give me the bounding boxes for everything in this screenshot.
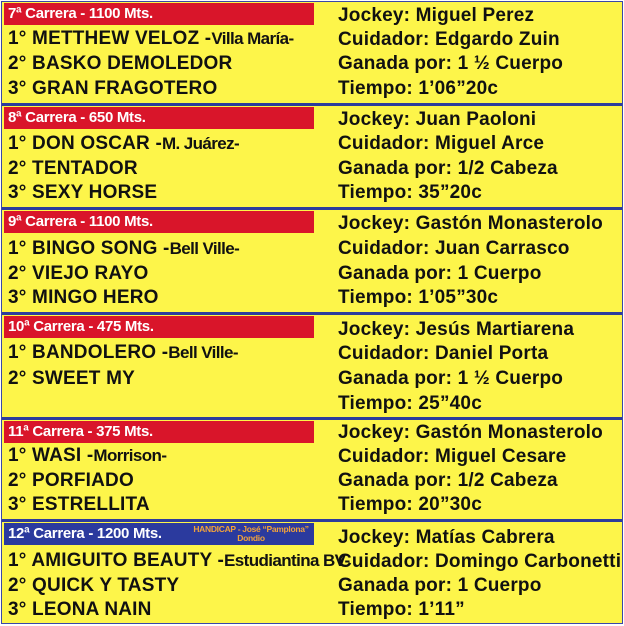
time-line: Tiempo: 25”40c xyxy=(338,393,482,414)
place-3: 3° ESTRELLITA xyxy=(8,494,150,515)
trainer-line: Cuidador: Daniel Porta xyxy=(338,343,549,364)
race-block xyxy=(2,210,622,313)
place-2: 2° VIEJO RAYO xyxy=(8,263,149,284)
jockey-line: Jockey: Miguel Perez xyxy=(338,5,535,26)
place-2: 2° BASKO DEMOLEDOR xyxy=(8,53,233,74)
jockey-line: Jockey: Matías Cabrera xyxy=(338,527,555,548)
time-line: Tiempo: 20”30c xyxy=(338,494,482,515)
trainer-line: Cuidador: Miguel Cesare xyxy=(338,446,567,467)
jockey-line: Jockey: Juan Paoloni xyxy=(338,109,537,130)
place-2: 2° TENTADOR xyxy=(8,158,138,179)
place-3: 3° LEONA NAIN xyxy=(8,599,152,620)
time-line: Tiempo: 1’05”30c xyxy=(338,287,499,308)
race-block xyxy=(2,522,622,623)
place-1: 1° BINGO SONG -Bell Ville- xyxy=(8,238,240,259)
place-1: 1° WASI -Morrison- xyxy=(8,445,167,466)
race-header: 9ª Carrera - 1100 Mts. xyxy=(4,211,314,233)
town-label: Estudiantina BV- xyxy=(224,551,350,570)
place-1: 1° AMIGUITO BEAUTY -Estudiantina BV- xyxy=(8,550,350,571)
place-3: 3° MINGO HERO xyxy=(8,287,159,308)
race-header: 7ª Carrera - 1100 Mts. xyxy=(4,3,314,25)
place-2: 2° PORFIADO xyxy=(8,470,134,491)
race-header: 10ª Carrera - 475 Mts. xyxy=(4,316,314,338)
results-board xyxy=(1,1,623,624)
race-block xyxy=(2,420,622,519)
place-1: 1° METTHEW VELOZ -Villa María- xyxy=(8,28,294,49)
time-line: Tiempo: 35”20c xyxy=(338,182,482,203)
place-3: 3° SEXY HORSE xyxy=(8,182,158,203)
time-line: Tiempo: 1’11” xyxy=(338,599,465,620)
jockey-line: Jockey: Jesús Martiarena xyxy=(338,319,575,340)
town-label: Bell Ville- xyxy=(168,343,238,362)
place-1: 1° DON OSCAR -M. Juárez- xyxy=(8,133,240,154)
handicap-label: HANDICAP - José “Pamplona” Dondio xyxy=(193,524,309,543)
place-3: 3° GRAN FRAGOTERO xyxy=(8,78,218,99)
town-label: M. Juárez- xyxy=(161,134,240,153)
town-label: Morrison- xyxy=(93,446,167,465)
race-header: 12ª Carrera - 1200 Mts. HANDICAP - José “Pamplona” Dondio xyxy=(4,523,314,545)
margin-line: Ganada por: 1 ½ Cuerpo xyxy=(338,368,564,389)
race-block xyxy=(2,106,622,209)
race-header: 8ª Carrera - 650 Mts. xyxy=(4,107,314,129)
trainer-line: Cuidador: Juan Carrasco xyxy=(338,238,570,259)
trainer-line: Cuidador: Miguel Arce xyxy=(338,133,545,154)
place-2: 2° SWEET MY xyxy=(8,368,135,389)
trainer-line: Cuidador: Edgardo Zuin xyxy=(338,29,560,50)
race-block xyxy=(2,315,622,418)
town-label: Villa María- xyxy=(211,29,294,48)
jockey-line: Jockey: Gastón Monasterolo xyxy=(338,213,603,234)
margin-line: Ganada por: 1 Cuerpo xyxy=(338,263,542,284)
margin-line: Ganada por: 1/2 Cabeza xyxy=(338,158,558,179)
town-label: Bell Ville- xyxy=(169,239,240,258)
time-line: Tiempo: 1’06”20c xyxy=(338,78,499,99)
trainer-line: Cuidador: Domingo Carbonetti xyxy=(338,551,622,572)
place-2: 2° QUICK Y TASTY xyxy=(8,575,180,596)
margin-line: Ganada por: 1 Cuerpo xyxy=(338,575,542,596)
margin-line: Ganada por: 1/2 Cabeza xyxy=(338,470,558,491)
race-block xyxy=(2,2,622,105)
margin-line: Ganada por: 1 ½ Cuerpo xyxy=(338,53,564,74)
race-header: 11ª Carrera - 375 Mts. xyxy=(4,421,314,443)
place-1: 1° BANDOLERO -Bell Ville- xyxy=(8,342,238,363)
jockey-line: Jockey: Gastón Monasterolo xyxy=(338,422,603,443)
